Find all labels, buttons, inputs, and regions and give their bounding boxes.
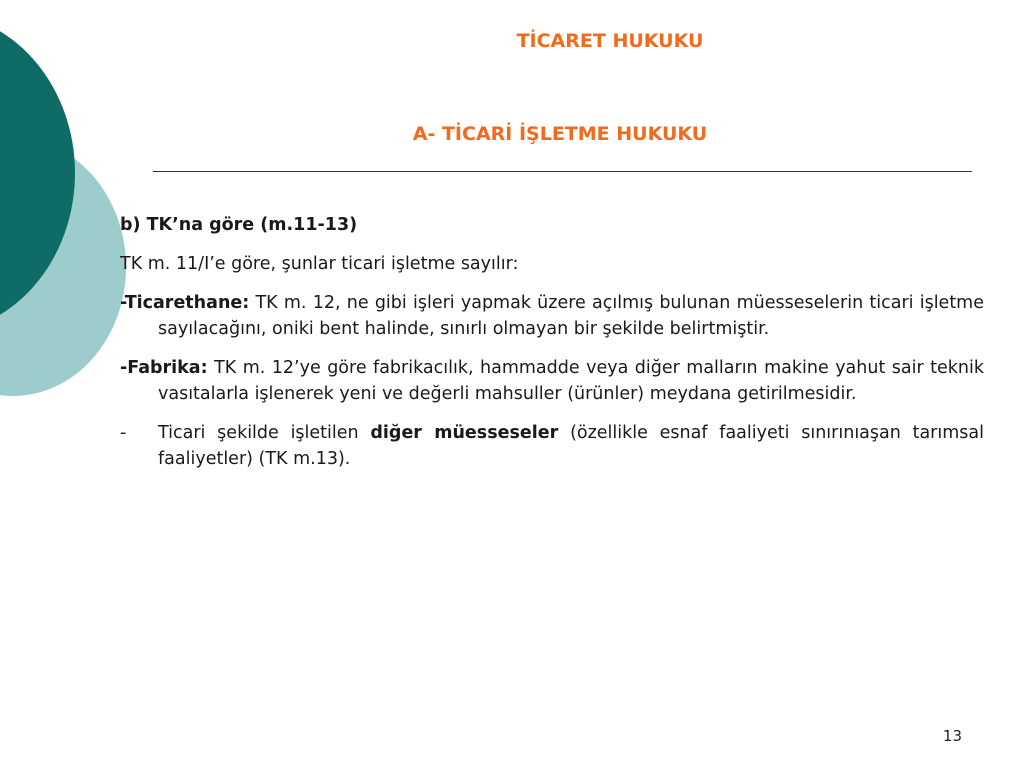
term-ticarethane: -Ticarethane: (120, 293, 250, 313)
definition-ticarethane: TK m. 12, ne gibi işleri yapmak üzere açılmış bulunan müesseselerin ticari işletme sayılacağını, oniki bent halinde, sınırlı olmayan bir şekilde belirtmiştir. (158, 293, 984, 339)
title-divider (153, 171, 972, 172)
intro-text: TK m. 11/I’e göre, şunlar ticari işletme sayılır: (120, 254, 519, 274)
item-bold-term: diğer müesseseler (370, 423, 559, 443)
list-item-diger-muesseseler (120, 420, 984, 472)
slide-title: TİCARET HUKUKU (516, 30, 704, 52)
item-text-before: Ticari şekilde işletilen (158, 423, 371, 443)
definition-fabrika: TK m. 12’ye göre fabrikacılık, hammadde veya diğer malların makine yahut sair teknik vasıtalarla işlenerek yeni ve değerli mahsuller (ürünler) meydana getirilmesidir. (158, 358, 984, 404)
section-heading: b) TK’na göre (m.11-13) (120, 215, 358, 235)
list-item-ticarethane (120, 290, 984, 342)
dash-bullet: - (120, 423, 127, 443)
term-fabrika: -Fabrika: (120, 358, 208, 378)
item-text-after: (özellikle esnaf faaliyeti sınırınıaşan tarımsal faaliyetler) (TK m.13). (158, 423, 984, 469)
list-item-fabrika (120, 355, 984, 407)
page-number: 13 (942, 727, 962, 745)
slide-subtitle: A- TİCARİ İŞLETME HUKUKU (412, 123, 708, 145)
slide-body (120, 212, 984, 485)
